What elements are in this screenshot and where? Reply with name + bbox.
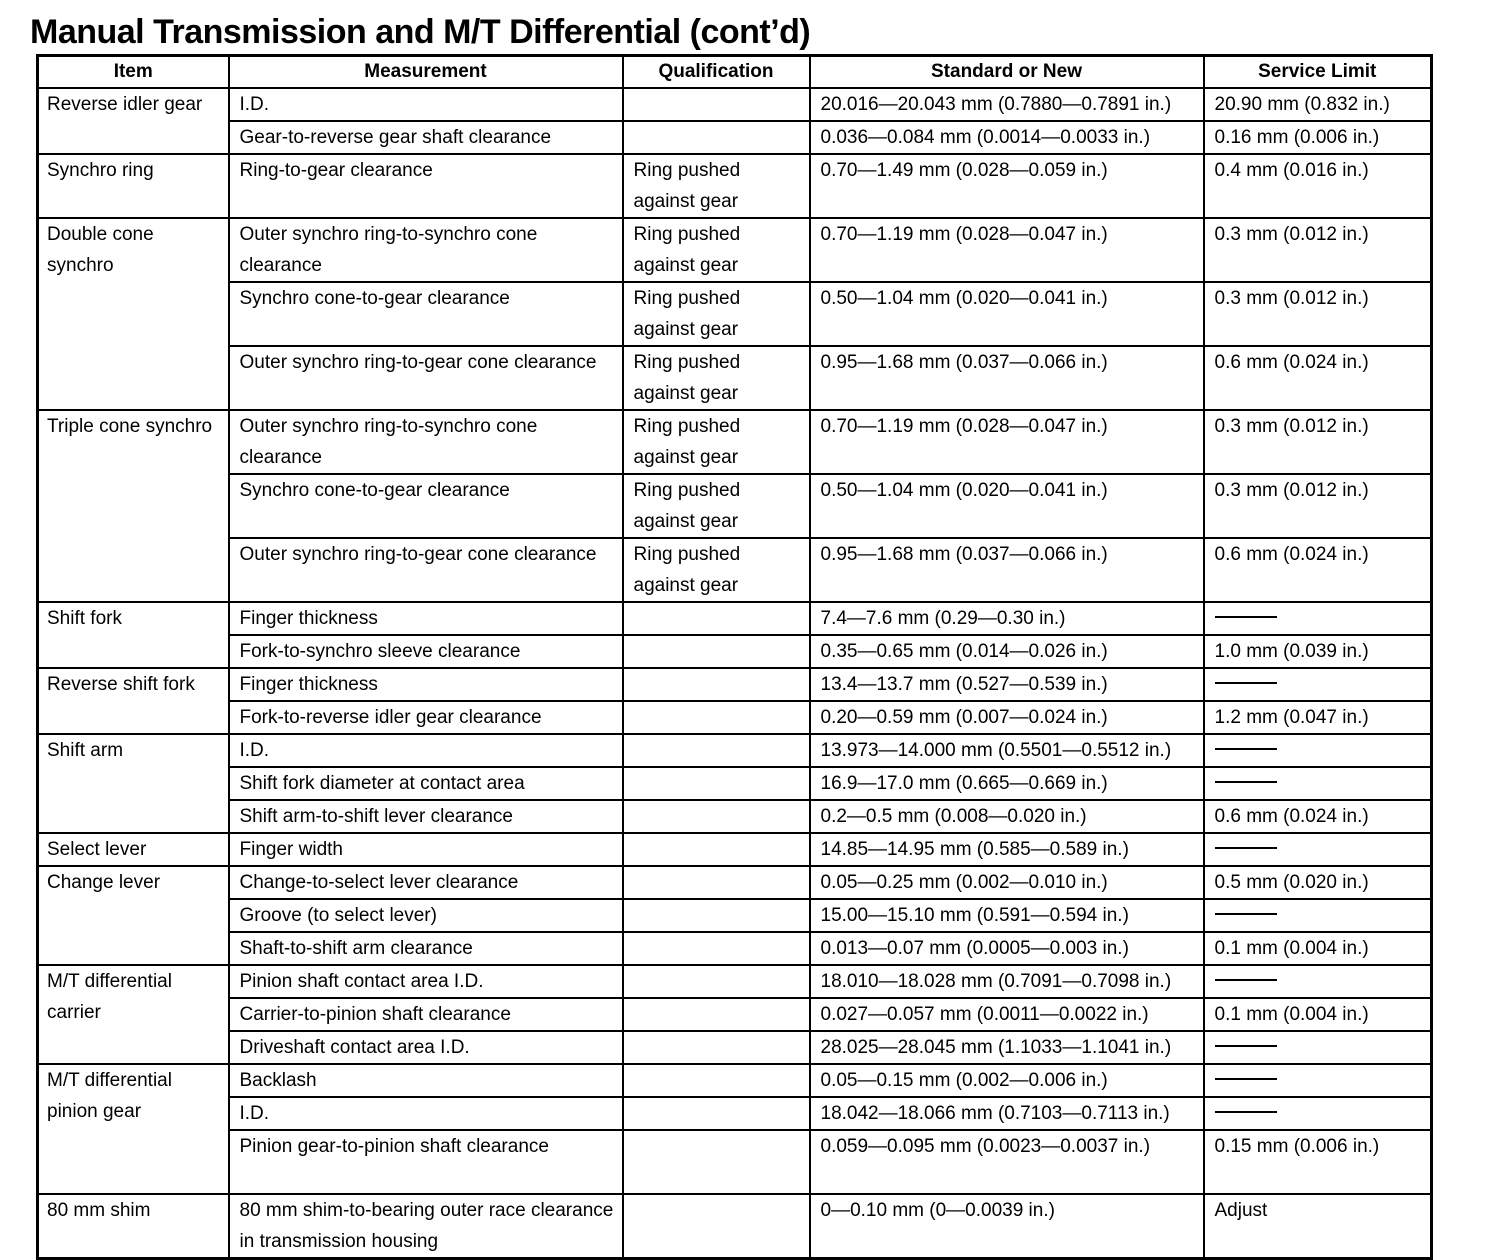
standard-cell: 0.70—1.19 mm (0.028—0.047 in.) <box>810 218 1204 282</box>
table-row <box>38 1130 1432 1194</box>
standard-cell: 0.05—0.15 mm (0.002—0.006 in.) <box>810 1064 1204 1097</box>
page-title: Manual Transmission and M/T Differential (cont’d) <box>30 13 811 51</box>
table-row <box>38 734 1432 767</box>
qualification-cell <box>623 833 810 866</box>
qualification-cell: Ring pushed against gear <box>623 154 810 218</box>
table-row <box>38 668 1432 701</box>
table-row <box>38 701 1432 734</box>
qualification-cell <box>623 121 810 154</box>
item-cell: M/T differential pinion gear <box>38 1064 229 1194</box>
measurement-cell: Driveshaft contact area I.D. <box>229 1031 623 1064</box>
table-row <box>38 767 1432 800</box>
service-limit-cell: 0.1 mm (0.004 in.) <box>1204 932 1432 965</box>
standard-cell: 0.50—1.04 mm (0.020—0.041 in.) <box>810 282 1204 346</box>
item-cell: Reverse shift fork <box>38 668 229 734</box>
table-row <box>38 88 1432 121</box>
qualification-cell <box>623 734 810 767</box>
service-limit-cell: 0.1 mm (0.004 in.) <box>1204 998 1432 1031</box>
standard-cell: 0.036—0.084 mm (0.0014—0.0033 in.) <box>810 121 1204 154</box>
standard-cell: 16.9—17.0 mm (0.665—0.669 in.) <box>810 767 1204 800</box>
table-row <box>38 998 1432 1031</box>
qualification-cell <box>623 602 810 635</box>
measurement-cell: 80 mm shim-to-bearing outer race clearance in transmission housing <box>229 1194 623 1259</box>
qualification-cell: Ring pushed against gear <box>623 218 810 282</box>
qualification-cell <box>623 1130 810 1194</box>
service-limit-cell <box>1204 1031 1432 1064</box>
qualification-cell <box>623 767 810 800</box>
qualification-cell <box>623 965 810 998</box>
measurement-cell: I.D. <box>229 88 623 121</box>
table-row <box>38 1031 1432 1064</box>
no-limit-dash <box>1215 748 1277 750</box>
no-limit-dash <box>1215 1078 1277 1080</box>
standard-cell: 0.027—0.057 mm (0.0011—0.0022 in.) <box>810 998 1204 1031</box>
spec-table <box>36 54 1433 1260</box>
measurement-cell: Finger thickness <box>229 668 623 701</box>
measurement-cell: Finger thickness <box>229 602 623 635</box>
table-row <box>38 602 1432 635</box>
standard-cell: 18.010—18.028 mm (0.7091—0.7098 in.) <box>810 965 1204 998</box>
measurement-cell: Synchro cone-to-gear clearance <box>229 282 623 346</box>
qualification-cell <box>623 998 810 1031</box>
standard-cell: 0.95—1.68 mm (0.037—0.066 in.) <box>810 346 1204 410</box>
qualification-cell <box>623 88 810 121</box>
measurement-cell: Change-to-select lever clearance <box>229 866 623 899</box>
standard-cell: 18.042—18.066 mm (0.7103—0.7113 in.) <box>810 1097 1204 1130</box>
measurement-cell: Fork-to-synchro sleeve clearance <box>229 635 623 668</box>
standard-cell: 7.4—7.6 mm (0.29—0.30 in.) <box>810 602 1204 635</box>
qualification-cell <box>623 899 810 932</box>
measurement-cell: Pinion gear-to-pinion shaft clearance <box>229 1130 623 1194</box>
no-limit-dash <box>1215 781 1277 783</box>
qualification-cell <box>623 701 810 734</box>
measurement-cell: Outer synchro ring-to-synchro cone clearance <box>229 218 623 282</box>
table-row <box>38 932 1432 965</box>
service-limit-cell: 20.90 mm (0.832 in.) <box>1204 88 1432 121</box>
measurement-cell: Shift fork diameter at contact area <box>229 767 623 800</box>
no-limit-dash <box>1215 616 1277 618</box>
item-cell: M/T differential carrier <box>38 965 229 1064</box>
qualification-cell <box>623 1097 810 1130</box>
header-standard: Standard or New <box>810 56 1204 89</box>
table-row <box>38 1194 1432 1259</box>
no-limit-dash <box>1215 979 1277 981</box>
no-limit-dash <box>1215 682 1277 684</box>
measurement-cell: I.D. <box>229 734 623 767</box>
item-cell: Triple cone synchro <box>38 410 229 602</box>
measurement-cell: Pinion shaft contact area I.D. <box>229 965 623 998</box>
measurement-cell: Shift arm-to-shift lever clearance <box>229 800 623 833</box>
measurement-cell: Carrier-to-pinion shaft clearance <box>229 998 623 1031</box>
standard-cell: 0.059—0.095 mm (0.0023—0.0037 in.) <box>810 1130 1204 1194</box>
table-row <box>38 866 1432 899</box>
service-limit-cell: 1.2 mm (0.047 in.) <box>1204 701 1432 734</box>
table-row <box>38 346 1432 410</box>
measurement-cell: Outer synchro ring-to-synchro cone clearance <box>229 410 623 474</box>
service-limit-cell <box>1204 668 1432 701</box>
service-limit-cell: 0.16 mm (0.006 in.) <box>1204 121 1432 154</box>
item-cell: Synchro ring <box>38 154 229 218</box>
service-limit-cell: 0.15 mm (0.006 in.) <box>1204 1130 1432 1194</box>
service-limit-cell <box>1204 965 1432 998</box>
standard-cell: 0.95—1.68 mm (0.037—0.066 in.) <box>810 538 1204 602</box>
standard-cell: 0.50—1.04 mm (0.020—0.041 in.) <box>810 474 1204 538</box>
qualification-cell <box>623 635 810 668</box>
standard-cell: 0.20—0.59 mm (0.007—0.024 in.) <box>810 701 1204 734</box>
qualification-cell: Ring pushed against gear <box>623 538 810 602</box>
service-limit-cell <box>1204 1064 1432 1097</box>
table-row <box>38 965 1432 998</box>
qualification-cell: Ring pushed against gear <box>623 410 810 474</box>
measurement-cell: Synchro cone-to-gear clearance <box>229 474 623 538</box>
qualification-cell <box>623 1194 810 1259</box>
item-cell: Shift fork <box>38 602 229 668</box>
service-limit-cell <box>1204 602 1432 635</box>
table-row <box>38 410 1432 474</box>
service-limit-cell <box>1204 1097 1432 1130</box>
qualification-cell: Ring pushed against gear <box>623 282 810 346</box>
standard-cell: 13.973—14.000 mm (0.5501—0.5512 in.) <box>810 734 1204 767</box>
standard-cell: 0—0.10 mm (0—0.0039 in.) <box>810 1194 1204 1259</box>
service-limit-cell <box>1204 767 1432 800</box>
service-limit-cell <box>1204 899 1432 932</box>
measurement-cell: I.D. <box>229 1097 623 1130</box>
measurement-cell: Outer synchro ring-to-gear cone clearance <box>229 538 623 602</box>
table-row <box>38 1064 1432 1097</box>
standard-cell: 0.013—0.07 mm (0.0005—0.003 in.) <box>810 932 1204 965</box>
standard-cell: 28.025—28.045 mm (1.1033—1.1041 in.) <box>810 1031 1204 1064</box>
item-cell: Shift arm <box>38 734 229 833</box>
service-limit-cell: 0.3 mm (0.012 in.) <box>1204 218 1432 282</box>
measurement-cell: Gear-to-reverse gear shaft clearance <box>229 121 623 154</box>
no-limit-dash <box>1215 913 1277 915</box>
table-row <box>38 899 1432 932</box>
qualification-cell <box>623 668 810 701</box>
table-row <box>38 282 1432 346</box>
measurement-cell: Shaft-to-shift arm clearance <box>229 932 623 965</box>
no-limit-dash <box>1215 1045 1277 1047</box>
service-limit-cell: 0.3 mm (0.012 in.) <box>1204 474 1432 538</box>
table-row <box>38 635 1432 668</box>
qualification-cell <box>623 932 810 965</box>
header-measurement: Measurement <box>229 56 623 89</box>
measurement-cell: Ring-to-gear clearance <box>229 154 623 218</box>
header-qualification: Qualification <box>623 56 810 89</box>
table-row <box>38 800 1432 833</box>
item-cell: Reverse idler gear <box>38 88 229 154</box>
service-limit-cell: Adjust <box>1204 1194 1432 1259</box>
table-row <box>38 833 1432 866</box>
service-limit-cell: 0.6 mm (0.024 in.) <box>1204 800 1432 833</box>
standard-cell: 0.05—0.25 mm (0.002—0.010 in.) <box>810 866 1204 899</box>
service-limit-cell: 0.6 mm (0.024 in.) <box>1204 346 1432 410</box>
table-row <box>38 218 1432 282</box>
standard-cell: 0.70—1.49 mm (0.028—0.059 in.) <box>810 154 1204 218</box>
qualification-cell <box>623 800 810 833</box>
standard-cell: 0.35—0.65 mm (0.014—0.026 in.) <box>810 635 1204 668</box>
item-cell: Double cone synchro <box>38 218 229 410</box>
qualification-cell <box>623 1031 810 1064</box>
standard-cell: 0.70—1.19 mm (0.028—0.047 in.) <box>810 410 1204 474</box>
table-row <box>38 1097 1432 1130</box>
item-cell: 80 mm shim <box>38 1194 229 1259</box>
measurement-cell: Groove (to select lever) <box>229 899 623 932</box>
service-limit-cell <box>1204 833 1432 866</box>
no-limit-dash <box>1215 1111 1277 1113</box>
service-limit-cell: 0.6 mm (0.024 in.) <box>1204 538 1432 602</box>
header-item: Item <box>38 56 229 89</box>
spec-table-body <box>38 88 1432 1259</box>
table-row <box>38 538 1432 602</box>
service-limit-cell: 0.3 mm (0.012 in.) <box>1204 410 1432 474</box>
service-limit-cell: 0.4 mm (0.016 in.) <box>1204 154 1432 218</box>
standard-cell: 20.016—20.043 mm (0.7880—0.7891 in.) <box>810 88 1204 121</box>
service-limit-cell: 0.3 mm (0.012 in.) <box>1204 282 1432 346</box>
measurement-cell: Finger width <box>229 833 623 866</box>
standard-cell: 0.2—0.5 mm (0.008—0.020 in.) <box>810 800 1204 833</box>
item-cell: Change lever <box>38 866 229 965</box>
qualification-cell: Ring pushed against gear <box>623 346 810 410</box>
table-row <box>38 154 1432 218</box>
measurement-cell: Outer synchro ring-to-gear cone clearance <box>229 346 623 410</box>
table-row <box>38 121 1432 154</box>
header-row <box>38 56 1432 89</box>
header-service-limit: Service Limit <box>1204 56 1432 89</box>
qualification-cell <box>623 866 810 899</box>
table-row <box>38 474 1432 538</box>
service-limit-cell: 0.5 mm (0.020 in.) <box>1204 866 1432 899</box>
standard-cell: 14.85—14.95 mm (0.585—0.589 in.) <box>810 833 1204 866</box>
service-limit-cell: 1.0 mm (0.039 in.) <box>1204 635 1432 668</box>
qualification-cell <box>623 1064 810 1097</box>
measurement-cell: Fork-to-reverse idler gear clearance <box>229 701 623 734</box>
service-limit-cell <box>1204 734 1432 767</box>
standard-cell: 15.00—15.10 mm (0.591—0.594 in.) <box>810 899 1204 932</box>
no-limit-dash <box>1215 847 1277 849</box>
measurement-cell: Backlash <box>229 1064 623 1097</box>
item-cell: Select lever <box>38 833 229 866</box>
standard-cell: 13.4—13.7 mm (0.527—0.539 in.) <box>810 668 1204 701</box>
qualification-cell: Ring pushed against gear <box>623 474 810 538</box>
